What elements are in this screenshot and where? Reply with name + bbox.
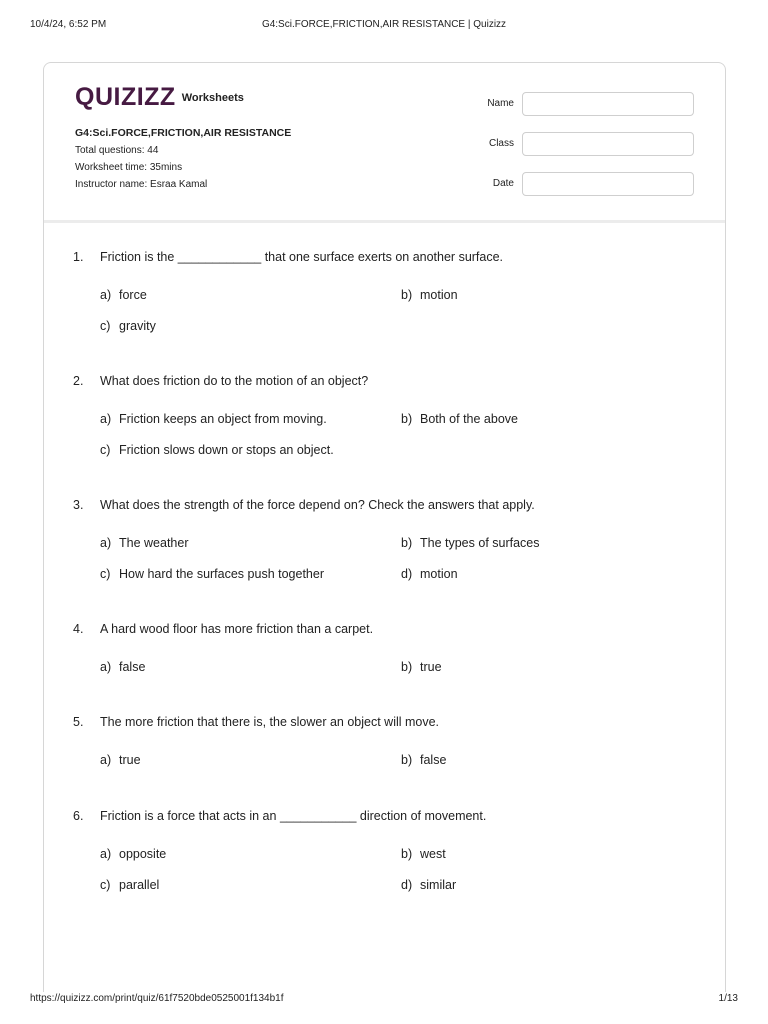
- page-number: 1/13: [718, 993, 738, 1004]
- option-letter: d): [401, 567, 413, 581]
- question-3: [73, 498, 713, 581]
- question-number: 6.: [73, 809, 84, 823]
- question-text: Friction is a force that acts in an ___________ direction of movement.: [100, 809, 487, 823]
- option-b[interactable]: [401, 288, 458, 302]
- option-a[interactable]: [100, 847, 166, 861]
- option-text: motion: [420, 567, 458, 581]
- question-stem: [73, 374, 713, 390]
- worksheet-title: G4:Sci.FORCE,FRICTION,AIR RESISTANCE: [75, 127, 292, 139]
- question-2: [73, 374, 713, 457]
- option-text: opposite: [119, 847, 167, 861]
- option-letter: a): [100, 412, 112, 426]
- option-letter: b): [401, 847, 413, 861]
- print-page-title: G4:Sci.FORCE,FRICTION,AIR RESISTANCE | Quizizz: [261, 19, 507, 30]
- date-label: Date: [492, 178, 514, 189]
- option-letter: c): [100, 567, 111, 581]
- option-b[interactable]: [401, 536, 540, 550]
- question-stem: [73, 715, 713, 731]
- option-text: The types of surfaces: [420, 536, 540, 550]
- question-text: A hard wood floor has more friction than a carpet.: [100, 622, 374, 636]
- option-c[interactable]: [100, 878, 159, 892]
- question-4: [73, 622, 713, 674]
- option-text: Friction keeps an object from moving.: [119, 412, 327, 426]
- option-text: motion: [420, 288, 458, 302]
- option-letter: b): [401, 412, 413, 426]
- option-letter: a): [100, 536, 112, 550]
- print-header: [30, 19, 738, 33]
- option-letter: a): [100, 288, 112, 302]
- option-letter: c): [100, 443, 111, 457]
- option-text: false: [119, 660, 146, 674]
- option-a[interactable]: [100, 412, 327, 426]
- print-footer: [30, 993, 738, 1007]
- question-text: Friction is the ____________ that one surface exerts on another surface.: [100, 250, 504, 264]
- option-c[interactable]: [100, 443, 334, 457]
- option-a[interactable]: [100, 660, 145, 674]
- class-input[interactable]: [522, 132, 694, 156]
- option-letter: b): [401, 660, 413, 674]
- worksheet-header: [44, 63, 725, 223]
- option-c[interactable]: [100, 319, 156, 333]
- question-stem: [73, 809, 713, 825]
- option-text: force: [119, 288, 147, 302]
- option-text: Friction slows down or stops an object.: [119, 443, 334, 457]
- option-letter: b): [401, 753, 413, 767]
- date-input[interactable]: [522, 172, 694, 196]
- question-text: What does friction do to the motion of an object?: [100, 374, 369, 388]
- instructor-name: Instructor name: Esraa Kamal: [75, 179, 208, 190]
- option-letter: a): [100, 660, 112, 674]
- option-c[interactable]: [100, 567, 324, 581]
- option-letter: c): [100, 319, 111, 333]
- option-letter: d): [401, 878, 413, 892]
- logo-product-label: Worksheets: [181, 92, 244, 104]
- option-letter: b): [401, 536, 413, 550]
- question-number: 1.: [73, 250, 84, 264]
- option-text: west: [420, 847, 446, 861]
- question-number: 4.: [73, 622, 84, 636]
- question-number: 3.: [73, 498, 84, 512]
- option-text: gravity: [119, 319, 156, 333]
- class-label: Class: [488, 138, 514, 149]
- quizizz-logo: [75, 83, 244, 112]
- option-text: parallel: [119, 878, 160, 892]
- question-stem: [73, 498, 713, 514]
- total-questions: Total questions: 44: [75, 145, 159, 156]
- worksheet-meta: [75, 127, 291, 196]
- option-letter: b): [401, 288, 413, 302]
- question-number: 5.: [73, 715, 84, 729]
- question-6: [73, 809, 713, 892]
- date-field-row: [474, 172, 698, 196]
- name-input[interactable]: [522, 92, 694, 116]
- option-letter: a): [100, 847, 112, 861]
- question-number: 2.: [73, 374, 84, 388]
- option-text: true: [420, 660, 442, 674]
- option-letter: c): [100, 878, 111, 892]
- worksheet-sheet: [43, 62, 726, 992]
- option-letter: a): [100, 753, 112, 767]
- worksheet-time: Worksheet time: 35mins: [75, 162, 183, 173]
- option-a[interactable]: [100, 288, 147, 302]
- option-a[interactable]: [100, 536, 188, 550]
- option-text: Both of the above: [420, 412, 518, 426]
- question-stem: [73, 622, 713, 638]
- question-1: [73, 250, 713, 333]
- name-label: Name: [487, 98, 514, 109]
- question-5: [73, 715, 713, 767]
- question-stem: [73, 250, 713, 266]
- option-a[interactable]: [100, 753, 141, 767]
- question-text: The more friction that there is, the slower an object will move.: [100, 715, 440, 729]
- option-b[interactable]: [401, 660, 442, 674]
- option-d[interactable]: [401, 878, 456, 892]
- logo-wordmark: QUIZIZZ: [75, 83, 176, 111]
- option-b[interactable]: [401, 412, 518, 426]
- print-url: https://quizizz.com/print/quiz/61f7520bde0525001f134b1f: [30, 993, 284, 1004]
- name-field-row: [474, 92, 698, 116]
- question-text: What does the strength of the force depend on? Check the answers that apply.: [100, 498, 535, 512]
- option-text: The weather: [119, 536, 189, 550]
- option-b[interactable]: [401, 753, 446, 767]
- option-text: true: [119, 753, 141, 767]
- option-d[interactable]: [401, 567, 458, 581]
- class-field-row: [474, 132, 698, 156]
- option-text: How hard the surfaces push together: [119, 567, 324, 581]
- option-text: similar: [420, 878, 457, 892]
- option-b[interactable]: [401, 847, 446, 861]
- option-text: false: [420, 753, 447, 767]
- print-datetime: 10/4/24, 6:52 PM: [30, 19, 107, 30]
